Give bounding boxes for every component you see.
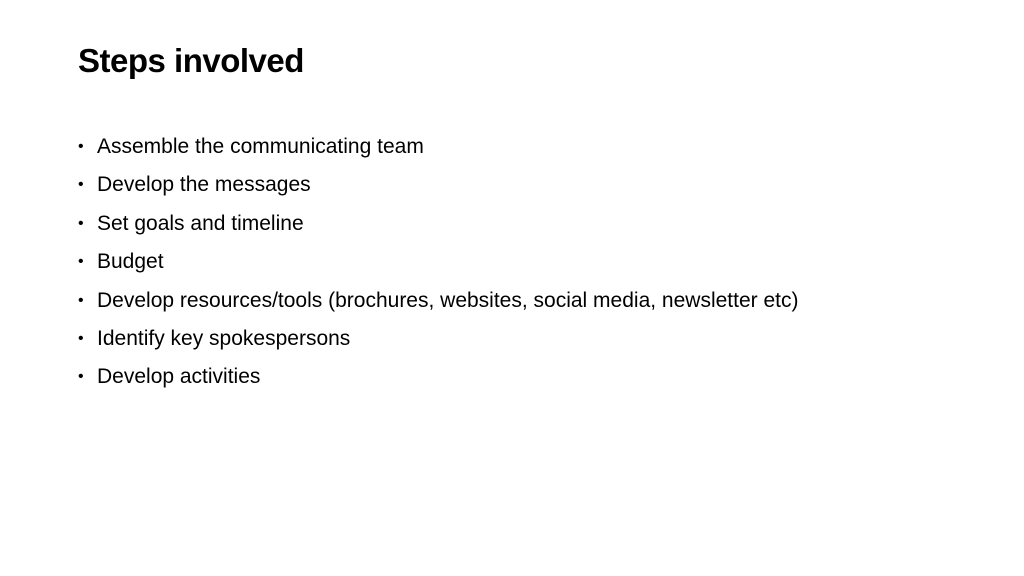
bullet-icon: • xyxy=(78,176,84,194)
bullet-text: Identify key spokespersons xyxy=(97,326,351,350)
bullet-text: Budget xyxy=(97,250,164,274)
bullet-text: Assemble the communicating team xyxy=(97,135,424,158)
bullet-text: Develop activities xyxy=(97,365,261,389)
bullet-icon: • xyxy=(78,253,84,271)
bullet-text: Develop resources/tools (brochures, websites, social media, newsletter etc) xyxy=(97,288,799,312)
slide-title: Steps involved xyxy=(78,42,304,79)
bullet-text: Develop the messages xyxy=(97,173,311,197)
bullet-icon: • xyxy=(78,214,84,232)
bullet-text: Set goals and timeline xyxy=(97,211,304,235)
bullet-icon: • xyxy=(78,368,84,386)
bullet-icon: • xyxy=(78,329,84,347)
bullet-icon: • xyxy=(78,291,84,309)
bullet-icon: • xyxy=(78,138,84,155)
